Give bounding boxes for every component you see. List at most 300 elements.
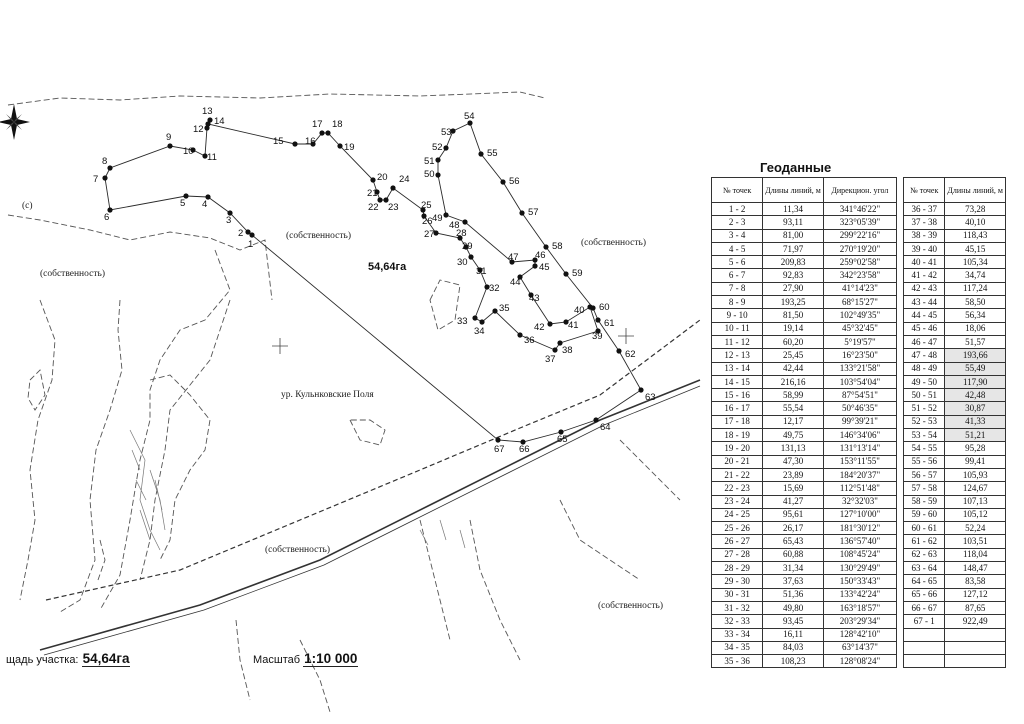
table-cell: 41°14'23" — [823, 282, 896, 295]
table-cell: 30 - 31 — [712, 588, 763, 601]
table-row — [712, 402, 897, 415]
table-row — [904, 349, 1006, 362]
table-cell: 203°29'34" — [823, 615, 896, 628]
table-row — [904, 389, 1006, 402]
vertex-label: 42 — [534, 322, 545, 333]
table-cell: 128°42'10" — [823, 628, 896, 641]
column-header-points: № точек — [904, 178, 945, 203]
table-cell: 105,12 — [945, 508, 1006, 521]
table-cell: 53 - 54 — [904, 429, 945, 442]
table-cell: 93,11 — [763, 216, 824, 229]
table-row — [904, 402, 1006, 415]
vertex-label: 13 — [202, 106, 213, 117]
scale-caption: Масштаб — [253, 654, 301, 666]
table-cell: 51,36 — [763, 588, 824, 601]
vertex-label: 63 — [645, 392, 656, 403]
table-row — [904, 575, 1006, 588]
table-cell — [945, 641, 1006, 654]
table-cell: 84,03 — [763, 641, 824, 654]
corner-label: (с) — [22, 201, 33, 211]
table-cell: 55,49 — [945, 362, 1006, 375]
vertex-point — [593, 417, 598, 422]
vertex-label: 62 — [625, 349, 636, 360]
table-row — [712, 601, 897, 614]
vertex-point — [479, 319, 484, 324]
vertex-label: 30 — [457, 257, 468, 268]
vertex-label: 15 — [273, 136, 284, 147]
table-cell: 45,15 — [945, 242, 1006, 255]
table-row — [904, 296, 1006, 309]
vertex-label: 22 — [368, 202, 379, 213]
table-cell: 131°13'14" — [823, 442, 896, 455]
table-cell: 41,33 — [945, 415, 1006, 428]
table-row — [904, 203, 1006, 216]
area-value: 54,64га — [82, 651, 130, 666]
table-header-row — [904, 178, 1006, 203]
vertex-label: 49 — [432, 213, 443, 224]
geodata-table-left — [711, 177, 897, 668]
column-header-angle: Дирекцион. угол — [823, 178, 896, 203]
table-cell: 31,34 — [763, 562, 824, 575]
table-cell: 51,57 — [945, 335, 1006, 348]
table-row — [904, 628, 1006, 641]
vertex-point — [443, 212, 448, 217]
table-row — [712, 216, 897, 229]
table-cell: 63°14'37" — [823, 641, 896, 654]
table-row — [904, 242, 1006, 255]
vertex-point — [245, 229, 250, 234]
table-cell: 50°46'35" — [823, 402, 896, 415]
vertex-label: 66 — [519, 444, 530, 455]
table-row — [904, 362, 1006, 375]
vertex-label: 41 — [568, 320, 579, 331]
table-cell: 50 - 51 — [904, 389, 945, 402]
vertex-label: 26 — [422, 216, 433, 227]
table-cell: 10 - 11 — [712, 322, 763, 335]
table-row — [904, 468, 1006, 481]
table-row — [712, 256, 897, 269]
table-cell: 95,61 — [763, 508, 824, 521]
table-row — [712, 296, 897, 309]
table-cell: 52 - 53 — [904, 415, 945, 428]
vertex-label: 67 — [494, 444, 505, 455]
table-cell: 103°54'04" — [823, 375, 896, 388]
vertex-label: 34 — [474, 326, 485, 337]
table-row — [712, 203, 897, 216]
table-row — [712, 548, 897, 561]
table-cell: 99°39'21" — [823, 415, 896, 428]
vertex-label: 52 — [432, 142, 443, 153]
table-cell: 108°45'24" — [823, 548, 896, 561]
table-row — [904, 375, 1006, 388]
vertex-point — [638, 387, 643, 392]
table-cell: 146°34'06" — [823, 429, 896, 442]
table-cell: 29 - 30 — [712, 575, 763, 588]
vertex-label: 33 — [457, 316, 468, 327]
vertex-label: 16 — [305, 136, 316, 147]
table-cell: 99,41 — [945, 455, 1006, 468]
vertex-label: 1 — [248, 239, 254, 250]
vertex-point — [443, 145, 448, 150]
vertex-label: 29 — [462, 241, 473, 252]
vertex-point — [552, 347, 557, 352]
table-cell: 64 - 65 — [904, 575, 945, 588]
vertex-label: 39 — [592, 331, 603, 342]
table-cell: 45 - 46 — [904, 322, 945, 335]
vertex-point — [435, 172, 440, 177]
table-cell: 8 - 9 — [712, 296, 763, 309]
table-cell: 26,17 — [763, 522, 824, 535]
vertex-label: 59 — [572, 268, 583, 279]
table-cell: 38 - 39 — [904, 229, 945, 242]
table-cell: 342°23'58" — [823, 269, 896, 282]
table-cell: 71,97 — [763, 242, 824, 255]
table-row — [904, 229, 1006, 242]
table-cell: 93,45 — [763, 615, 824, 628]
table-cell: 102°49'35" — [823, 309, 896, 322]
table-cell: 259°02'58" — [823, 256, 896, 269]
vertex-label: 61 — [604, 318, 615, 329]
table-row — [904, 535, 1006, 548]
table-row — [904, 269, 1006, 282]
table-cell: 6 - 7 — [712, 269, 763, 282]
table-cell: 58,99 — [763, 389, 824, 402]
table-cell: 20 - 21 — [712, 455, 763, 468]
table-cell: 18 - 19 — [712, 429, 763, 442]
table-row — [904, 641, 1006, 654]
table-cell: 52,24 — [945, 522, 1006, 535]
table-cell: 33 - 34 — [712, 628, 763, 641]
table-cell: 9 - 10 — [712, 309, 763, 322]
vertex-point — [500, 179, 505, 184]
table-cell: 65 - 66 — [904, 588, 945, 601]
scale-caption-block — [253, 651, 358, 666]
table-cell: 56 - 57 — [904, 468, 945, 481]
column-header-points: № точек — [712, 178, 763, 203]
vertex-label: 53 — [441, 127, 452, 138]
table-cell: 323°05'39" — [823, 216, 896, 229]
table-cell: 127°10'00" — [823, 508, 896, 521]
table-cell: 7 - 8 — [712, 282, 763, 295]
vertex-point — [543, 244, 548, 249]
table-cell: 12 - 13 — [712, 349, 763, 362]
table-cell: 68°15'27" — [823, 296, 896, 309]
table-row — [904, 588, 1006, 601]
table-cell: 57 - 58 — [904, 482, 945, 495]
table-cell: 18,06 — [945, 322, 1006, 335]
table-cell: 40,10 — [945, 216, 1006, 229]
table-cell: 43 - 44 — [904, 296, 945, 309]
table-cell: 124,67 — [945, 482, 1006, 495]
vertex-label: 60 — [599, 302, 610, 313]
vertex-label: 56 — [509, 176, 520, 187]
table-cell: 51 - 52 — [904, 402, 945, 415]
table-cell: 87°54'51" — [823, 389, 896, 402]
vertex-point — [495, 437, 500, 442]
table-cell: 133°21'58" — [823, 362, 896, 375]
table-row — [904, 482, 1006, 495]
table-row — [904, 415, 1006, 428]
table-cell: 127,12 — [945, 588, 1006, 601]
table-cell: 81,50 — [763, 309, 824, 322]
table-cell: 81,00 — [763, 229, 824, 242]
vertex-point — [205, 121, 210, 126]
table-row — [904, 309, 1006, 322]
vertex-label: 3 — [226, 215, 232, 226]
table-cell: 163°18'57" — [823, 601, 896, 614]
vertex-label: 11 — [207, 152, 217, 163]
table-row — [712, 535, 897, 548]
vertex-label: 35 — [499, 303, 510, 314]
table-cell: 95,28 — [945, 442, 1006, 455]
vertex-label: 32 — [489, 283, 500, 294]
table-cell: 112°51'48" — [823, 482, 896, 495]
table-cell: 16,11 — [763, 628, 824, 641]
table-cell: 49,80 — [763, 601, 824, 614]
vertex-point — [292, 141, 297, 146]
table-row — [904, 256, 1006, 269]
table-cell: 13 - 14 — [712, 362, 763, 375]
table-cell: 32 - 33 — [712, 615, 763, 628]
table-cell: 270°19'20" — [823, 242, 896, 255]
vertex-label: 2 — [238, 228, 244, 239]
table-cell: 130°29'49" — [823, 562, 896, 575]
vertex-point — [462, 219, 467, 224]
table-row — [904, 429, 1006, 442]
table-row — [712, 588, 897, 601]
table-row — [712, 309, 897, 322]
scale-value: 1:10 000 — [304, 651, 358, 666]
table-cell: 60,88 — [763, 548, 824, 561]
vertex-label: 9 — [166, 132, 172, 143]
compass-icon — [0, 104, 30, 140]
table-cell: 19,14 — [763, 322, 824, 335]
grid-crosses — [272, 328, 634, 354]
table-cell: 4 - 5 — [712, 242, 763, 255]
table-row — [712, 429, 897, 442]
table-row — [712, 482, 897, 495]
table-cell: 45°32'45" — [823, 322, 896, 335]
area-caption-block — [6, 651, 130, 666]
table-cell: 103,51 — [945, 535, 1006, 548]
table-cell: 12,17 — [763, 415, 824, 428]
table-cell: 51,21 — [945, 429, 1006, 442]
vertex-label: 57 — [528, 207, 539, 218]
table-cell: 14 - 15 — [712, 375, 763, 388]
vertex-point — [590, 305, 595, 310]
table-row — [904, 216, 1006, 229]
table-row — [904, 522, 1006, 535]
table-row — [712, 335, 897, 348]
table-cell: 65,43 — [763, 535, 824, 548]
vertex-point — [492, 308, 497, 313]
table-row — [712, 282, 897, 295]
table-cell: 16 - 17 — [712, 402, 763, 415]
table-cell: 31 - 32 — [712, 601, 763, 614]
table-cell: 39 - 40 — [904, 242, 945, 255]
table-cell: 54 - 55 — [904, 442, 945, 455]
table-cell: 83,58 — [945, 575, 1006, 588]
table-cell: 128°08'24" — [823, 655, 896, 668]
vertex-point — [370, 177, 375, 182]
table-row — [904, 562, 1006, 575]
vertex-label: 47 — [508, 252, 519, 263]
table-cell: 40 - 41 — [904, 256, 945, 269]
table-cell: 209,83 — [763, 256, 824, 269]
table-row — [904, 548, 1006, 561]
table-row — [712, 389, 897, 402]
table-cell: 61 - 62 — [904, 535, 945, 548]
table-row — [712, 522, 897, 535]
table-row — [712, 628, 897, 641]
vertex-point — [595, 317, 600, 322]
vertex-label: 28 — [456, 228, 467, 239]
table-cell: 341°46'22" — [823, 203, 896, 216]
table-cell: 118,43 — [945, 229, 1006, 242]
table-cell: 67 - 1 — [904, 615, 945, 628]
vertex-label: 10 — [183, 146, 194, 157]
table-cell: 42,44 — [763, 362, 824, 375]
table-cell: 63 - 64 — [904, 562, 945, 575]
table-cell: 60,20 — [763, 335, 824, 348]
table-row — [904, 455, 1006, 468]
table-row — [712, 362, 897, 375]
table-cell: 25 - 26 — [712, 522, 763, 535]
table-cell: 107,13 — [945, 495, 1006, 508]
vertex-label: 6 — [104, 212, 110, 223]
vertex-label: 18 — [332, 119, 343, 130]
table-cell: 47,30 — [763, 455, 824, 468]
ownership-label-southeast: (собственность) — [598, 601, 663, 611]
vertex-label: 4 — [202, 199, 208, 210]
vertex-point — [337, 143, 342, 148]
vertex-point — [616, 348, 621, 353]
table-row — [904, 615, 1006, 628]
column-header-length: Длины линий, м — [763, 178, 824, 203]
vertex-point — [517, 332, 522, 337]
table-cell: 21 - 22 — [712, 468, 763, 481]
vertex-label: 20 — [377, 172, 388, 183]
geodata-table-right — [903, 177, 1006, 668]
table-cell: 66 - 67 — [904, 601, 945, 614]
table-cell: 26 - 27 — [712, 535, 763, 548]
table-cell: 36 - 37 — [904, 203, 945, 216]
vertex-label: 8 — [102, 156, 108, 167]
table-cell: 58,50 — [945, 296, 1006, 309]
table-cell: 42,48 — [945, 389, 1006, 402]
ownership-label-east: (собственность) — [581, 238, 646, 248]
vertex-label: 5 — [180, 198, 186, 209]
table-row — [904, 601, 1006, 614]
table-row — [904, 335, 1006, 348]
table-cell: 87,65 — [945, 601, 1006, 614]
table-row — [712, 375, 897, 388]
table-row — [904, 282, 1006, 295]
table-cell: 62 - 63 — [904, 548, 945, 561]
vertex-point — [472, 315, 477, 320]
ownership-label-south: (собственность) — [265, 545, 330, 555]
vertex-label: 54 — [464, 111, 475, 122]
table-cell: 59 - 60 — [904, 508, 945, 521]
table-cell: 19 - 20 — [712, 442, 763, 455]
table-cell: 22 - 23 — [712, 482, 763, 495]
table-cell: 73,28 — [945, 203, 1006, 216]
table-row — [712, 349, 897, 362]
vertex-point — [532, 263, 537, 268]
vertex-label: 50 — [424, 169, 435, 180]
table-cell: 105,34 — [945, 256, 1006, 269]
table-row — [904, 322, 1006, 335]
table-cell: 23,89 — [763, 468, 824, 481]
table-cell: 41,27 — [763, 495, 824, 508]
table-cell: 117,24 — [945, 282, 1006, 295]
table-cell: 55 - 56 — [904, 455, 945, 468]
table-header-row — [712, 178, 897, 203]
vertex-label: 12 — [193, 124, 204, 135]
table-row — [712, 242, 897, 255]
vertex-point — [435, 157, 440, 162]
vertex-label: 14 — [214, 116, 225, 127]
table-cell: 16°23'50" — [823, 349, 896, 362]
vertex-label: 36 — [524, 335, 535, 346]
table-cell: 47 - 48 — [904, 349, 945, 362]
table-cell: 150°33'43" — [823, 575, 896, 588]
vertex-point — [102, 175, 107, 180]
table-row — [904, 495, 1006, 508]
area-label: 54,64га — [368, 261, 407, 273]
table-row — [712, 415, 897, 428]
table-cell: 117,90 — [945, 375, 1006, 388]
table-row — [712, 322, 897, 335]
vertex-label: 64 — [600, 422, 611, 433]
table-row — [712, 495, 897, 508]
table-row — [712, 269, 897, 282]
vertex-point — [468, 254, 473, 259]
table-cell: 148,47 — [945, 562, 1006, 575]
table-cell: 27 - 28 — [712, 548, 763, 561]
vertex-point — [107, 165, 112, 170]
table-cell: 23 - 24 — [712, 495, 763, 508]
table-cell: 299°22'16" — [823, 229, 896, 242]
vertex-label: 46 — [535, 250, 546, 261]
vertex-label: 48 — [449, 220, 460, 231]
ownership-label-west: (собственность) — [40, 269, 105, 279]
table-cell: 44 - 45 — [904, 309, 945, 322]
vertex-point — [563, 271, 568, 276]
vertex-label: 27 — [424, 229, 435, 240]
table-cell: 2 - 3 — [712, 216, 763, 229]
vertex-label: 17 — [312, 119, 323, 130]
table-cell: 46 - 47 — [904, 335, 945, 348]
table-cell: 193,25 — [763, 296, 824, 309]
table-cell: 108,23 — [763, 655, 824, 668]
table-cell: 216,16 — [763, 375, 824, 388]
vertex-point — [319, 130, 324, 135]
table-cell: 92,83 — [763, 269, 824, 282]
table-cell — [945, 628, 1006, 641]
table-cell: 27,90 — [763, 282, 824, 295]
terrain-contours — [8, 92, 680, 712]
table-cell: 193,66 — [945, 349, 1006, 362]
table-cell: 32°32'03" — [823, 495, 896, 508]
table-cell: 11 - 12 — [712, 335, 763, 348]
table-row — [712, 468, 897, 481]
table-row — [904, 655, 1006, 668]
table-row — [712, 615, 897, 628]
table-row — [712, 641, 897, 654]
table-cell: 48 - 49 — [904, 362, 945, 375]
table-cell: 60 - 61 — [904, 522, 945, 535]
